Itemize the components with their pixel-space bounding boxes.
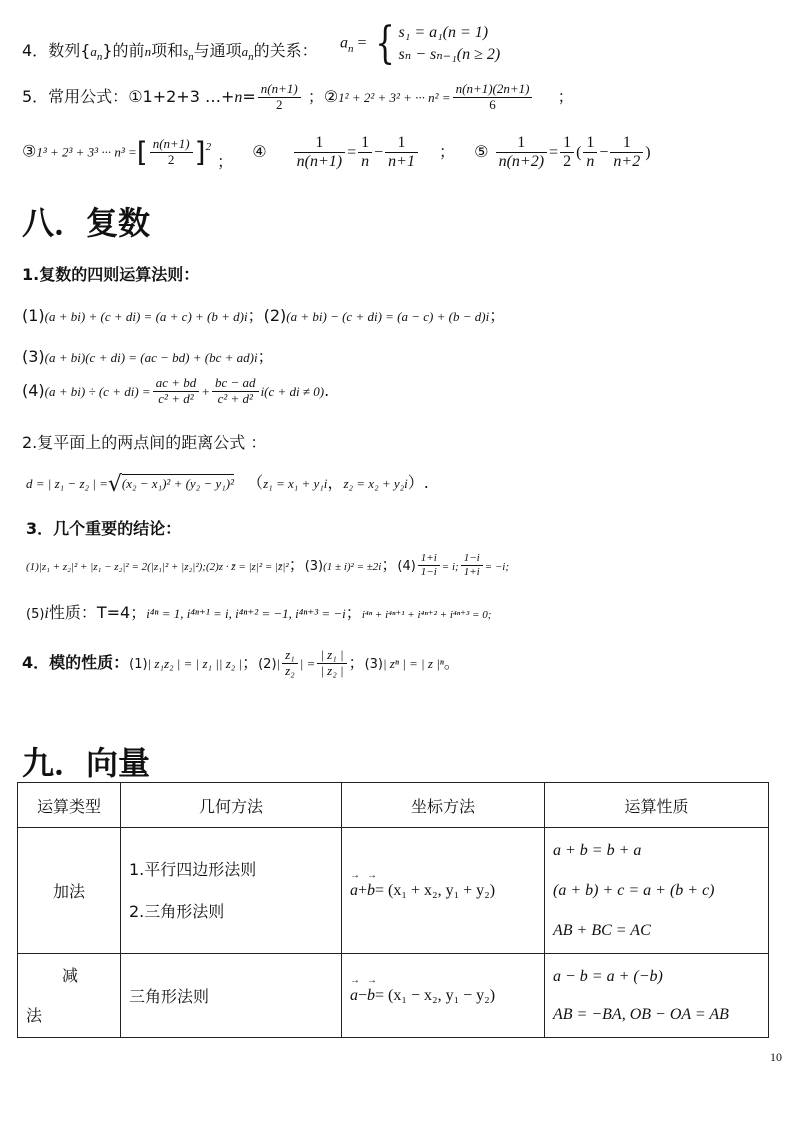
fraction [282, 648, 298, 679]
modulus-property-3: | zⁿ | = | z |ⁿ [382, 655, 444, 671]
minus: − [374, 143, 384, 161]
common-formulas-line-1 [22, 82, 574, 113]
fraction [212, 376, 259, 407]
subheading-modulus: 4．模的性质： [22, 652, 130, 672]
paren: （ [247, 473, 264, 492]
subtraction-coordinate [342, 954, 545, 1038]
denominator: n [361, 153, 370, 171]
numerator: 1−i [461, 552, 483, 566]
vector-difference-rule: AB = −BA, OB − OA = AB [553, 1005, 729, 1023]
modulus-properties-line [22, 648, 460, 679]
denominator: n+1 [388, 153, 415, 171]
rule-1: (a + bi) + (c + di) = (a + c) + (b + d)i [44, 309, 248, 324]
section-8-title: 八．复数 [22, 204, 151, 242]
plus: + [201, 383, 211, 399]
text: 项和 [151, 41, 184, 60]
separator: ； [489, 306, 506, 325]
bracket-right-icon: ] [194, 135, 206, 169]
table-row-subtraction [18, 954, 769, 1038]
subtraction-geometric: 三角形法则 [121, 954, 342, 1038]
text: 与通项 [193, 41, 242, 60]
associative-law: (a + b) + c = a + (b + c) [553, 881, 715, 899]
math-var: i [44, 605, 49, 622]
denominator: 2 [167, 151, 175, 167]
fraction [153, 376, 200, 407]
fraction [358, 134, 372, 172]
numerator: z₁ [282, 648, 298, 664]
formula-2-text: 1² + 2² + 3² + ··· n² = [338, 89, 451, 105]
conclusions-line-2 [26, 600, 491, 623]
numerator: 1 [385, 134, 418, 153]
separator: ； [257, 347, 274, 366]
item-number: 4． [22, 41, 49, 60]
vector-b: → b [367, 882, 375, 900]
denominator: c² + d² [217, 390, 253, 406]
subheading-distance-formula: 2.复平面上的两点间的距离公式 ： [22, 433, 267, 452]
formula-4-mark: ④ [252, 141, 267, 161]
math-var: a [241, 44, 249, 59]
separator: ； [381, 555, 398, 574]
rule-mark: (2) [263, 306, 287, 325]
separator: ； [557, 86, 574, 106]
numerator: bc − ad [212, 376, 259, 392]
minus: − [358, 986, 368, 1004]
numerator: 1 [583, 134, 597, 153]
separator: ； [247, 306, 264, 325]
type-char-2: 法 [26, 1005, 43, 1025]
denominator: 2 [563, 153, 572, 171]
rule-mark: (3) [22, 347, 45, 366]
distance-formula-line [26, 470, 429, 497]
denominator: n(n+1) [296, 153, 343, 171]
numerator: 1 [358, 134, 372, 153]
rules-line-3 [22, 376, 329, 407]
equals: = [347, 143, 357, 161]
property-mark: (3) [364, 656, 383, 672]
separator: 。 [443, 652, 460, 672]
numerator: 1+i [418, 552, 440, 566]
fraction [461, 552, 483, 578]
math-sub: n [188, 51, 194, 64]
coordinate-difference: = (x₁ − x₂, y₁ − y₂) [375, 986, 496, 1004]
rule-2: (a + bi) − (c + di) = (a − c) + (b − d)i [286, 309, 490, 324]
separator: ； [348, 652, 365, 672]
common-formulas-line-2: ③1³ + 2³ + 3³ ··· n³ =[ $\frac{n(n+1)}{2}$ ]$^2$； ④ $\frac{1}{n(n+1)}$ = $\frac{1}{n}$ − $\frac{1}{n+1}$ ； ⑤ $\frac{1}{n(n+2)}$ = $\frac{1}{2}$ ( $\frac{1}{n}$ − $\frac{1}{n+2}$ ) [22, 134, 651, 171]
fraction [610, 134, 643, 172]
fraction [258, 82, 301, 113]
denominator: 2 [276, 96, 283, 112]
numerator: n(n+1)(2n+1) [453, 82, 533, 98]
rule-3: (a + bi)(c + di) = (ac − bd) + (bc + ad)i [44, 350, 258, 365]
z2-definition: z₂ = x₂ + y₂i [343, 476, 408, 491]
math-var: s [183, 44, 189, 59]
math-var: n [234, 88, 243, 106]
type-char-1: 减 [62, 965, 79, 985]
minus: − [599, 143, 609, 161]
numerator: | z₁ | [317, 648, 346, 664]
powers-of-i: i⁴ⁿ = 1, i⁴ⁿ⁺¹ = i, i⁴ⁿ⁺² = −1, i⁴ⁿ⁺³ = −i [146, 606, 346, 621]
addition-geometric [121, 828, 342, 954]
fraction [496, 134, 547, 172]
header-operation-type: 运算类型 [18, 783, 121, 828]
formula-2-mark: ；② [307, 86, 339, 106]
bracket-left-icon: [ [136, 135, 148, 169]
table-header-row [18, 783, 769, 828]
subtraction-as-addition: a − b = a + (−b) [553, 967, 663, 985]
conclusion-3: (1 ± i)² = ±2i [323, 561, 382, 573]
case-1: s₁ = a₁(n = 1) [398, 24, 489, 41]
geometric-rule-1: 1.平行四边形法则 [129, 859, 257, 879]
text: 的关系： [253, 41, 318, 60]
fraction [453, 82, 533, 113]
distance-radicand: (x₂ − x₁)² + (y₂ − y₁)² [121, 476, 234, 491]
powers-of-i-sum: i⁴ⁿ + i⁴ⁿ⁺¹ + i⁴ⁿ⁺² + i⁴ⁿ⁺³ = 0; [361, 609, 492, 621]
z1-definition: z₁ = x₁ + y₁i [263, 476, 328, 491]
numerator: 1 [496, 134, 547, 153]
conclusion-4-mid: = i; [441, 561, 459, 573]
fraction [560, 134, 574, 172]
fraction [150, 137, 193, 168]
text: 数列{ [48, 41, 91, 60]
rules-line-1 [22, 303, 505, 326]
math-var: n [144, 44, 152, 59]
piecewise-cases [399, 22, 501, 66]
page-number: 10 [770, 1050, 782, 1064]
conclusion-mark: (3) [304, 559, 324, 574]
separator: ； [217, 151, 234, 171]
formula-5-mark: ⑤ [474, 141, 489, 161]
conclusion-1-2: (1)|z₁ + z₂|² + |z₁ − z₂|² = 2(|z₁|² + |z₂|²);(2)z · z̄ = |z|² = |z̄|² [26, 561, 289, 573]
formula-5 [494, 134, 651, 171]
equals: = [549, 143, 559, 161]
bar: | [276, 655, 281, 671]
separator: ， [327, 473, 344, 492]
formula-4 [292, 134, 420, 171]
section-9-title: 九．向量 [22, 744, 151, 782]
subheading-arithmetic-rules: 1.复数的四则运算法则： [22, 265, 200, 284]
denominator: c² + d² [158, 390, 194, 406]
formula-1-text: ①1+2+3 …+ [128, 86, 235, 106]
triangle-law: AB + BC = AC [553, 921, 651, 939]
subtraction-properties [545, 954, 769, 1038]
denominator: 1−i [420, 566, 437, 578]
property-mark: (2) [258, 656, 277, 672]
rules-line-2 [22, 344, 274, 367]
paren: ) [645, 143, 651, 161]
conclusion-mark: (4) [397, 559, 416, 574]
item-label: 5．常用公式： [22, 86, 129, 106]
numerator: 1 [560, 134, 574, 153]
fraction [418, 552, 440, 578]
paren: ( [576, 143, 582, 161]
denominator: 1+i [463, 566, 480, 578]
separator: ； [345, 603, 362, 622]
rule-mark: (4) [22, 380, 45, 400]
denominator: 6 [489, 96, 496, 112]
separator: ； [288, 555, 305, 574]
header-geometric-method: 几何方法 [121, 783, 342, 828]
subtraction-type [18, 954, 121, 1038]
numerator: 1 [610, 134, 643, 153]
paren: ）. [407, 473, 429, 492]
rule-mark: (1) [22, 306, 45, 325]
math-sub: n [96, 51, 103, 64]
vector-a: → a [350, 882, 358, 900]
case-2: sₙ − sₙ₋₁(n ≥ 2) [398, 46, 501, 63]
header-coordinate-method: 坐标方法 [342, 783, 545, 828]
text: }的前 [102, 41, 145, 60]
numerator: n(n+1) [258, 82, 301, 98]
conclusion-mark: (5) [26, 607, 45, 622]
addition-type: 加法 [18, 828, 121, 954]
denominator: n [586, 153, 595, 171]
equals: = [242, 86, 256, 106]
math-sub: n [248, 51, 254, 64]
numerator: 1 [294, 134, 345, 153]
fraction [294, 134, 345, 172]
piecewise-formula: $a_n$ = { s₁ = a₁(n = 1) sₙ − sₙ₋₁(n ≥ 2) [340, 18, 501, 69]
numerator: n(n+1) [150, 137, 193, 153]
formula-3-mark: ③ [22, 141, 37, 161]
math-var: a [340, 34, 348, 52]
brace-icon: { [374, 18, 395, 69]
rule-4-tail: i(c + di ≠ 0) [260, 383, 325, 399]
fraction [583, 134, 597, 172]
commutative-law: a + b = b + a [553, 841, 642, 859]
denominator: | z₂ | [320, 662, 344, 678]
separator: ； [439, 141, 456, 161]
math-sub: n [348, 42, 354, 55]
table-row-addition [18, 828, 769, 954]
conclusions-line-1 [26, 552, 509, 579]
sequence-relation-line [22, 38, 318, 63]
addition-properties [545, 828, 769, 954]
property-mark: (1) [129, 656, 148, 672]
rule-4-lhs: (a + bi) ÷ (c + di) = [44, 383, 151, 399]
vector-operations-table [17, 782, 769, 1038]
coordinate-sum: = (x₁ + x₂, y₁ + y₂) [375, 881, 496, 899]
conclusion-4-end: = −i; [484, 561, 509, 573]
math-var: a [90, 44, 97, 59]
modulus-property-1: | z₁z₂ | = | z₁ || z₂ | [147, 655, 243, 671]
fraction [385, 134, 418, 172]
subheading-important-conclusions: 3．几个重要的结论： [26, 519, 182, 538]
denominator: n(n+2) [498, 153, 545, 171]
distance-lhs: d = | z₁ − z₂ | = [26, 476, 108, 491]
separator: . [324, 380, 330, 400]
fraction [317, 648, 346, 679]
numerator: ac + bd [153, 376, 200, 392]
geometric-rule-2: 2.三角形法则 [129, 901, 225, 921]
denominator: z₂ [285, 662, 295, 678]
addition-coordinate [342, 828, 545, 954]
formula-3-text: 1³ + 2³ + 3³ ··· n³ = [36, 144, 137, 160]
denominator: n+2 [613, 153, 641, 171]
separator: ； [242, 652, 259, 672]
header-properties: 运算性质 [545, 783, 769, 828]
vector-a: → a [350, 987, 358, 1005]
sqrt-icon: √ [107, 472, 122, 497]
vector-b: → b [367, 987, 375, 1005]
plus: + [358, 881, 368, 899]
bar: | = [299, 655, 316, 671]
period-text: 性质：T=4； [48, 603, 147, 622]
